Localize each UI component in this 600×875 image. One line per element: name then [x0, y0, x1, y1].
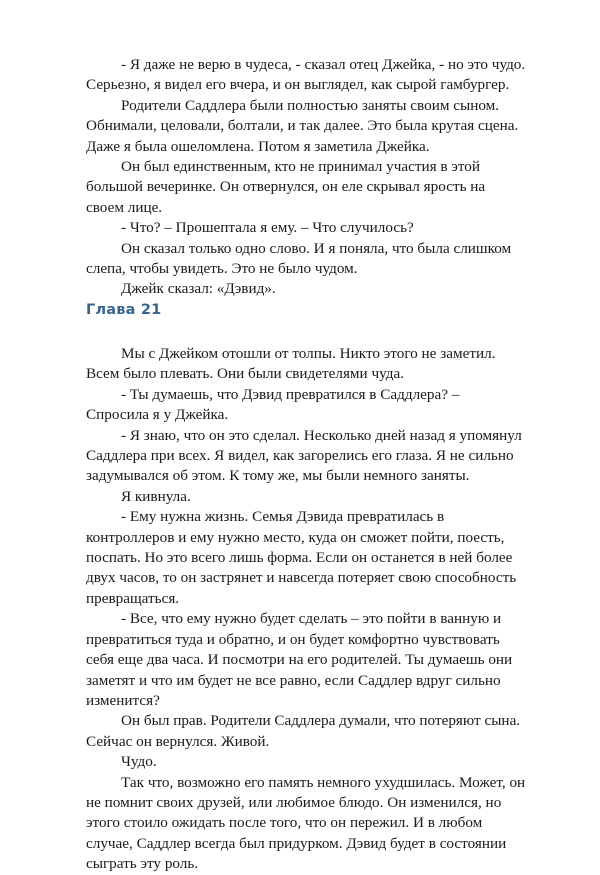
- body-text-top: [86, 55, 526, 300]
- paragraph: - Что? – Прошептала я ему. – Что случилось?: [121, 219, 414, 237]
- paragraph: Он был единственным, кто не принимал участия в этой большой вечеринке. Он отвернулся, он еле скрывал ярость на своем лице.: [86, 158, 486, 216]
- paragraph: Он сказал только одно слово. И я поняла, что была слишком слепа, чтобы увидеть. Это не было чудом.: [86, 239, 512, 278]
- paragraph: Так что, возможно его память немного ухудшилась. Может, он не помнит своих друзей, или любимое блюдо. Он изменился, но этого стоило ожидать после того, что он пережил. И в любом случае, Саддлер всегда был придурком. Дэвид будет в состоянии сыграть эту роль.: [86, 773, 526, 873]
- paragraph: Родители Саддлера были полностью заняты своим сыном. Обнимали, целовали, болтали, и так далее. Это была крутая сцена. Даже я была ошеломлена. Потом я заметила Джейка.: [86, 96, 519, 155]
- paragraph: Я кивнула.: [121, 487, 191, 505]
- paragraph: Джейк сказал: «Дэвид».: [121, 280, 276, 298]
- paragraph: Мы с Джейком отошли от толпы. Никто этого не заметил. Всем было плевать. Они были свидетелями чуда.: [86, 345, 496, 383]
- body-text-chapter: [86, 344, 526, 875]
- paragraph: - Ты думаешь, что Дэвид превратился в Саддлера? – Спросила я у Джейка.: [86, 385, 460, 424]
- paragraph: - Я даже не верю в чудеса, - сказал отец Джейка, - но это чудо. Серьезно, я видел его вчера, и он выглядел, как сырой гамбургер.: [86, 56, 526, 94]
- paragraph: - Я знаю, что он это сделал. Несколько дней назад я упомянул Саддлера при всех. Я видел, как загорелись его глаза. Я не сильно задумывался об этом. К тому же, мы были немного заняты.: [86, 426, 522, 485]
- paragraph: Он был прав. Родители Саддлера думали, что потеряют сына. Сейчас он вернулся. Живой.: [86, 712, 521, 750]
- paragraph: - Все, что ему нужно будет сделать – это пойти в ванную и превратиться туда и обратно, и он будет комфортно чувствовать себя еще два часа. И посмотри на его родителей. Ты думаешь они заметят и что им будет не все равно, если Саддлер вдруг сильно изменится?: [86, 610, 513, 709]
- chapter-heading: Глава 21: [86, 302, 162, 318]
- paragraph: Чудо.: [121, 753, 157, 771]
- paragraph: - Ему нужна жизнь. Семья Дэвида превратилась в контроллеров и ему нужно место, куда он сможет пойти, поесть, поспать. Но это всего лишь форма. Если он останется в ней более двух часов, то он застрянет и навсегда потеряет свою способность превращаться.: [86, 508, 517, 607]
